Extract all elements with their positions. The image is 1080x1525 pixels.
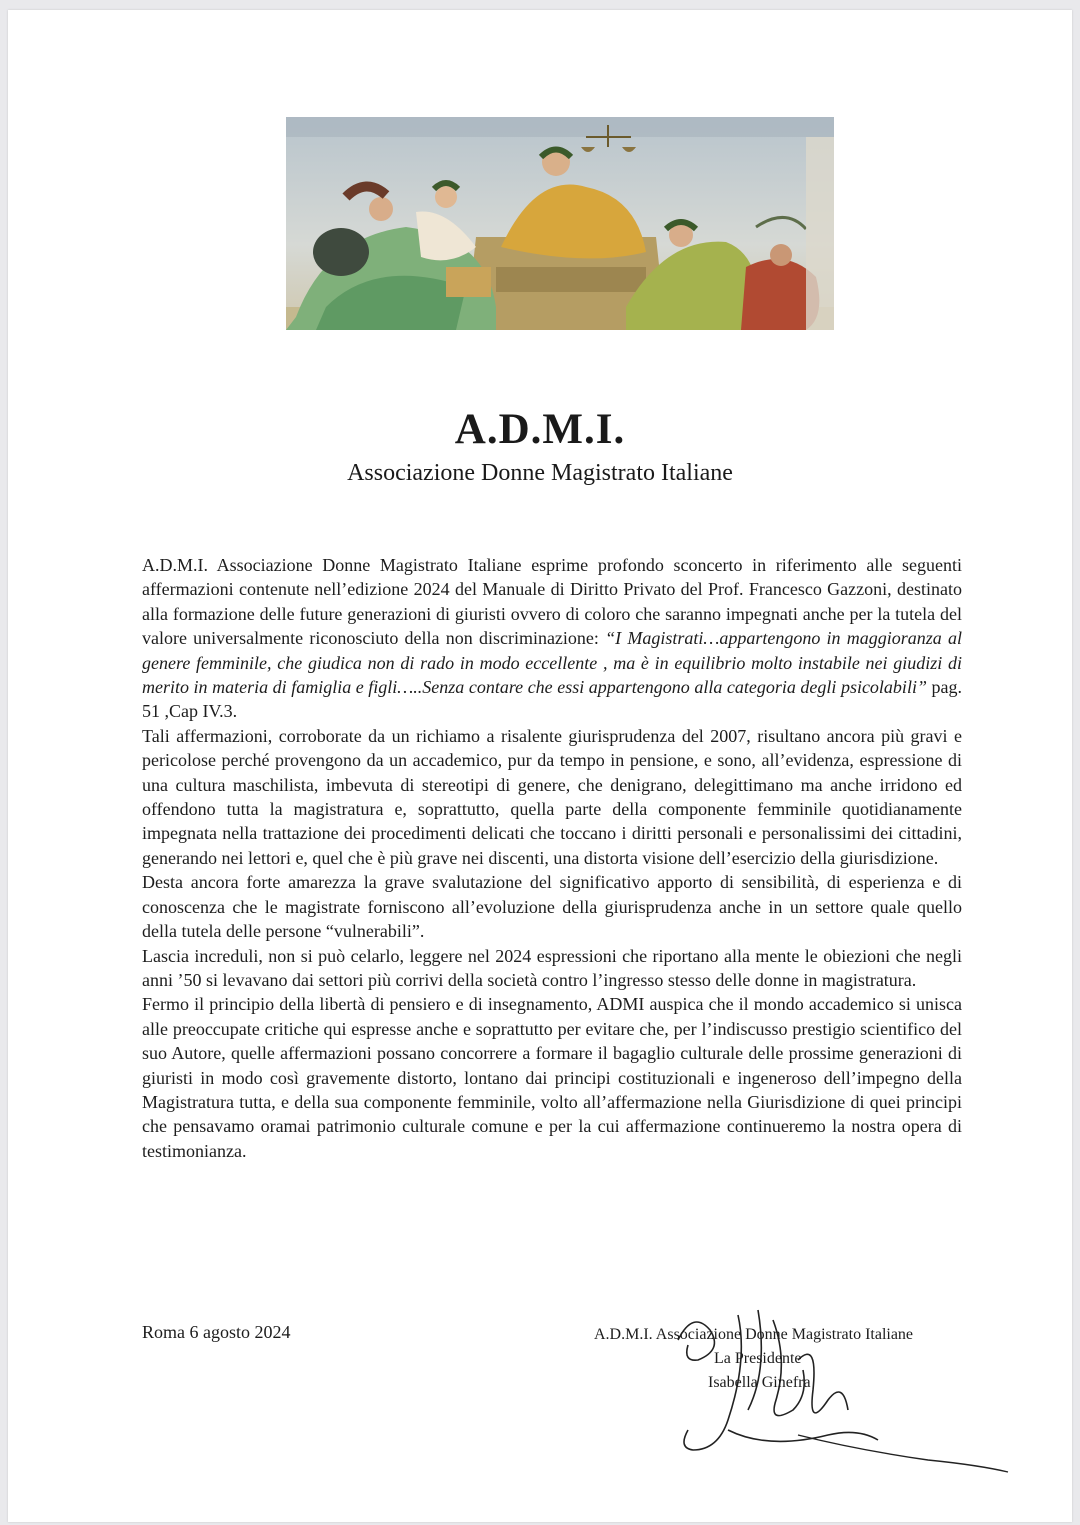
organization-name: Associazione Donne Magistrato Italiane bbox=[347, 460, 733, 486]
organization-acronym: A.D.M.I. bbox=[454, 406, 626, 453]
paragraph-1-intro: A.D.M.I. Associazione Donne Magistrato Italiane esprime profondo sconcerto in riferimento alle seguenti affermazioni contenute nell’edizione 2024 del Manuale di Diritto Privato del Prof. Francesco Gazzoni, destinato alla formazione delle future generazioni di giuristi ovvero di coloro che saranno impegnati anche per la tutela del valore universalmente riconosciuto della non discriminazione: bbox=[142, 555, 962, 649]
signatory-title: La Presidente bbox=[714, 1350, 802, 1367]
fresco-image bbox=[286, 117, 834, 330]
signatory-organization: A.D.M.I. Associazione Donne Magistrato Italiane bbox=[594, 1326, 914, 1343]
paragraph-5: Fermo il principio della libertà di pensiero e di insegnamento, ADMI auspica che il mondo accademico si unisca alle preoccupate critiche qui espresse anche e soprattutto per evitare che, per l’indiscusso prestigio scientifico del suo Autore, quelle affermazioni possano concorrere a formare il bagaglio culturale delle prossime generazioni di giuristi in modo così gravemente distorto, lontano dai principi costituzionali e ingeneroso dell’impegno della Magistratura tutta, e della sua componente femminile, volto all’affermazione nella Giurisdizione di quei principi che pensavamo oramai patrimonio culturale comune e per la cui affermazione continueremo la nostra opera di testimonianza. bbox=[142, 994, 962, 1161]
letter-page bbox=[8, 10, 1072, 1522]
allegory-painting-icon bbox=[286, 117, 834, 330]
paragraph-2: Tali affermazioni, corroborate da un richiamo a risalente giurisprudenza del 2007, risultano ancora più gravi e pericolose perché provengono da un accademico, pur da tempo in pensione, e sono, all’evidenza, espressione di una cultura maschilista, imbevuta di stereotipi di genere, che denigrano, delegittimano ma anche irridono ed offendono tutta la magistratura e, soprattutto, quella parte della componente femminile quotidianamente impegnata nella trattazione dei procedimenti delicati che toccano i diritti personali e personalissimi dei cittadini, generando nei lettori e, quel che è più grave nei discenti, una distorta visione dell’esercizio della giurisdizione. bbox=[142, 725, 962, 868]
letter-date: Roma 6 agosto 2024 bbox=[142, 1322, 291, 1342]
paragraph-3: Desta ancora forte amarezza la grave svalutazione del significativo apporto di sensibilità, di esperienza e di conoscenza che le magistrate forniscono all’evoluzione della giurisprudenza anche in un settore quale quello della tutela delle persone “vulnerabili”. bbox=[142, 872, 962, 942]
signature-block bbox=[594, 1323, 1014, 1395]
paragraph-4: Lascia increduli, non si può celarlo, leggere nel 2024 espressioni che riportano alla mente le obiezioni che negli anni ’50 si levavano dai settori più corrivi della società contro l’ingresso stesso delle donne in magistratura. bbox=[142, 945, 962, 990]
quoted-statement: “I Magistrati…appartengono in maggioranza al genere femminile, che giudica non di rado in modo eccellente , ma è in equilibrio molto instabile nei giudizi di merito in materia di famiglia e figli…..Senza contare che essi appartengono alla categoria degli psicolabili” bbox=[142, 628, 962, 698]
page-reference: pag. 51 ,Cap IV.3. bbox=[142, 677, 962, 722]
signatory-name: Isabella Ginefra bbox=[708, 1374, 811, 1391]
letter-body bbox=[142, 553, 962, 1163]
paragraph-1 bbox=[142, 553, 962, 724]
